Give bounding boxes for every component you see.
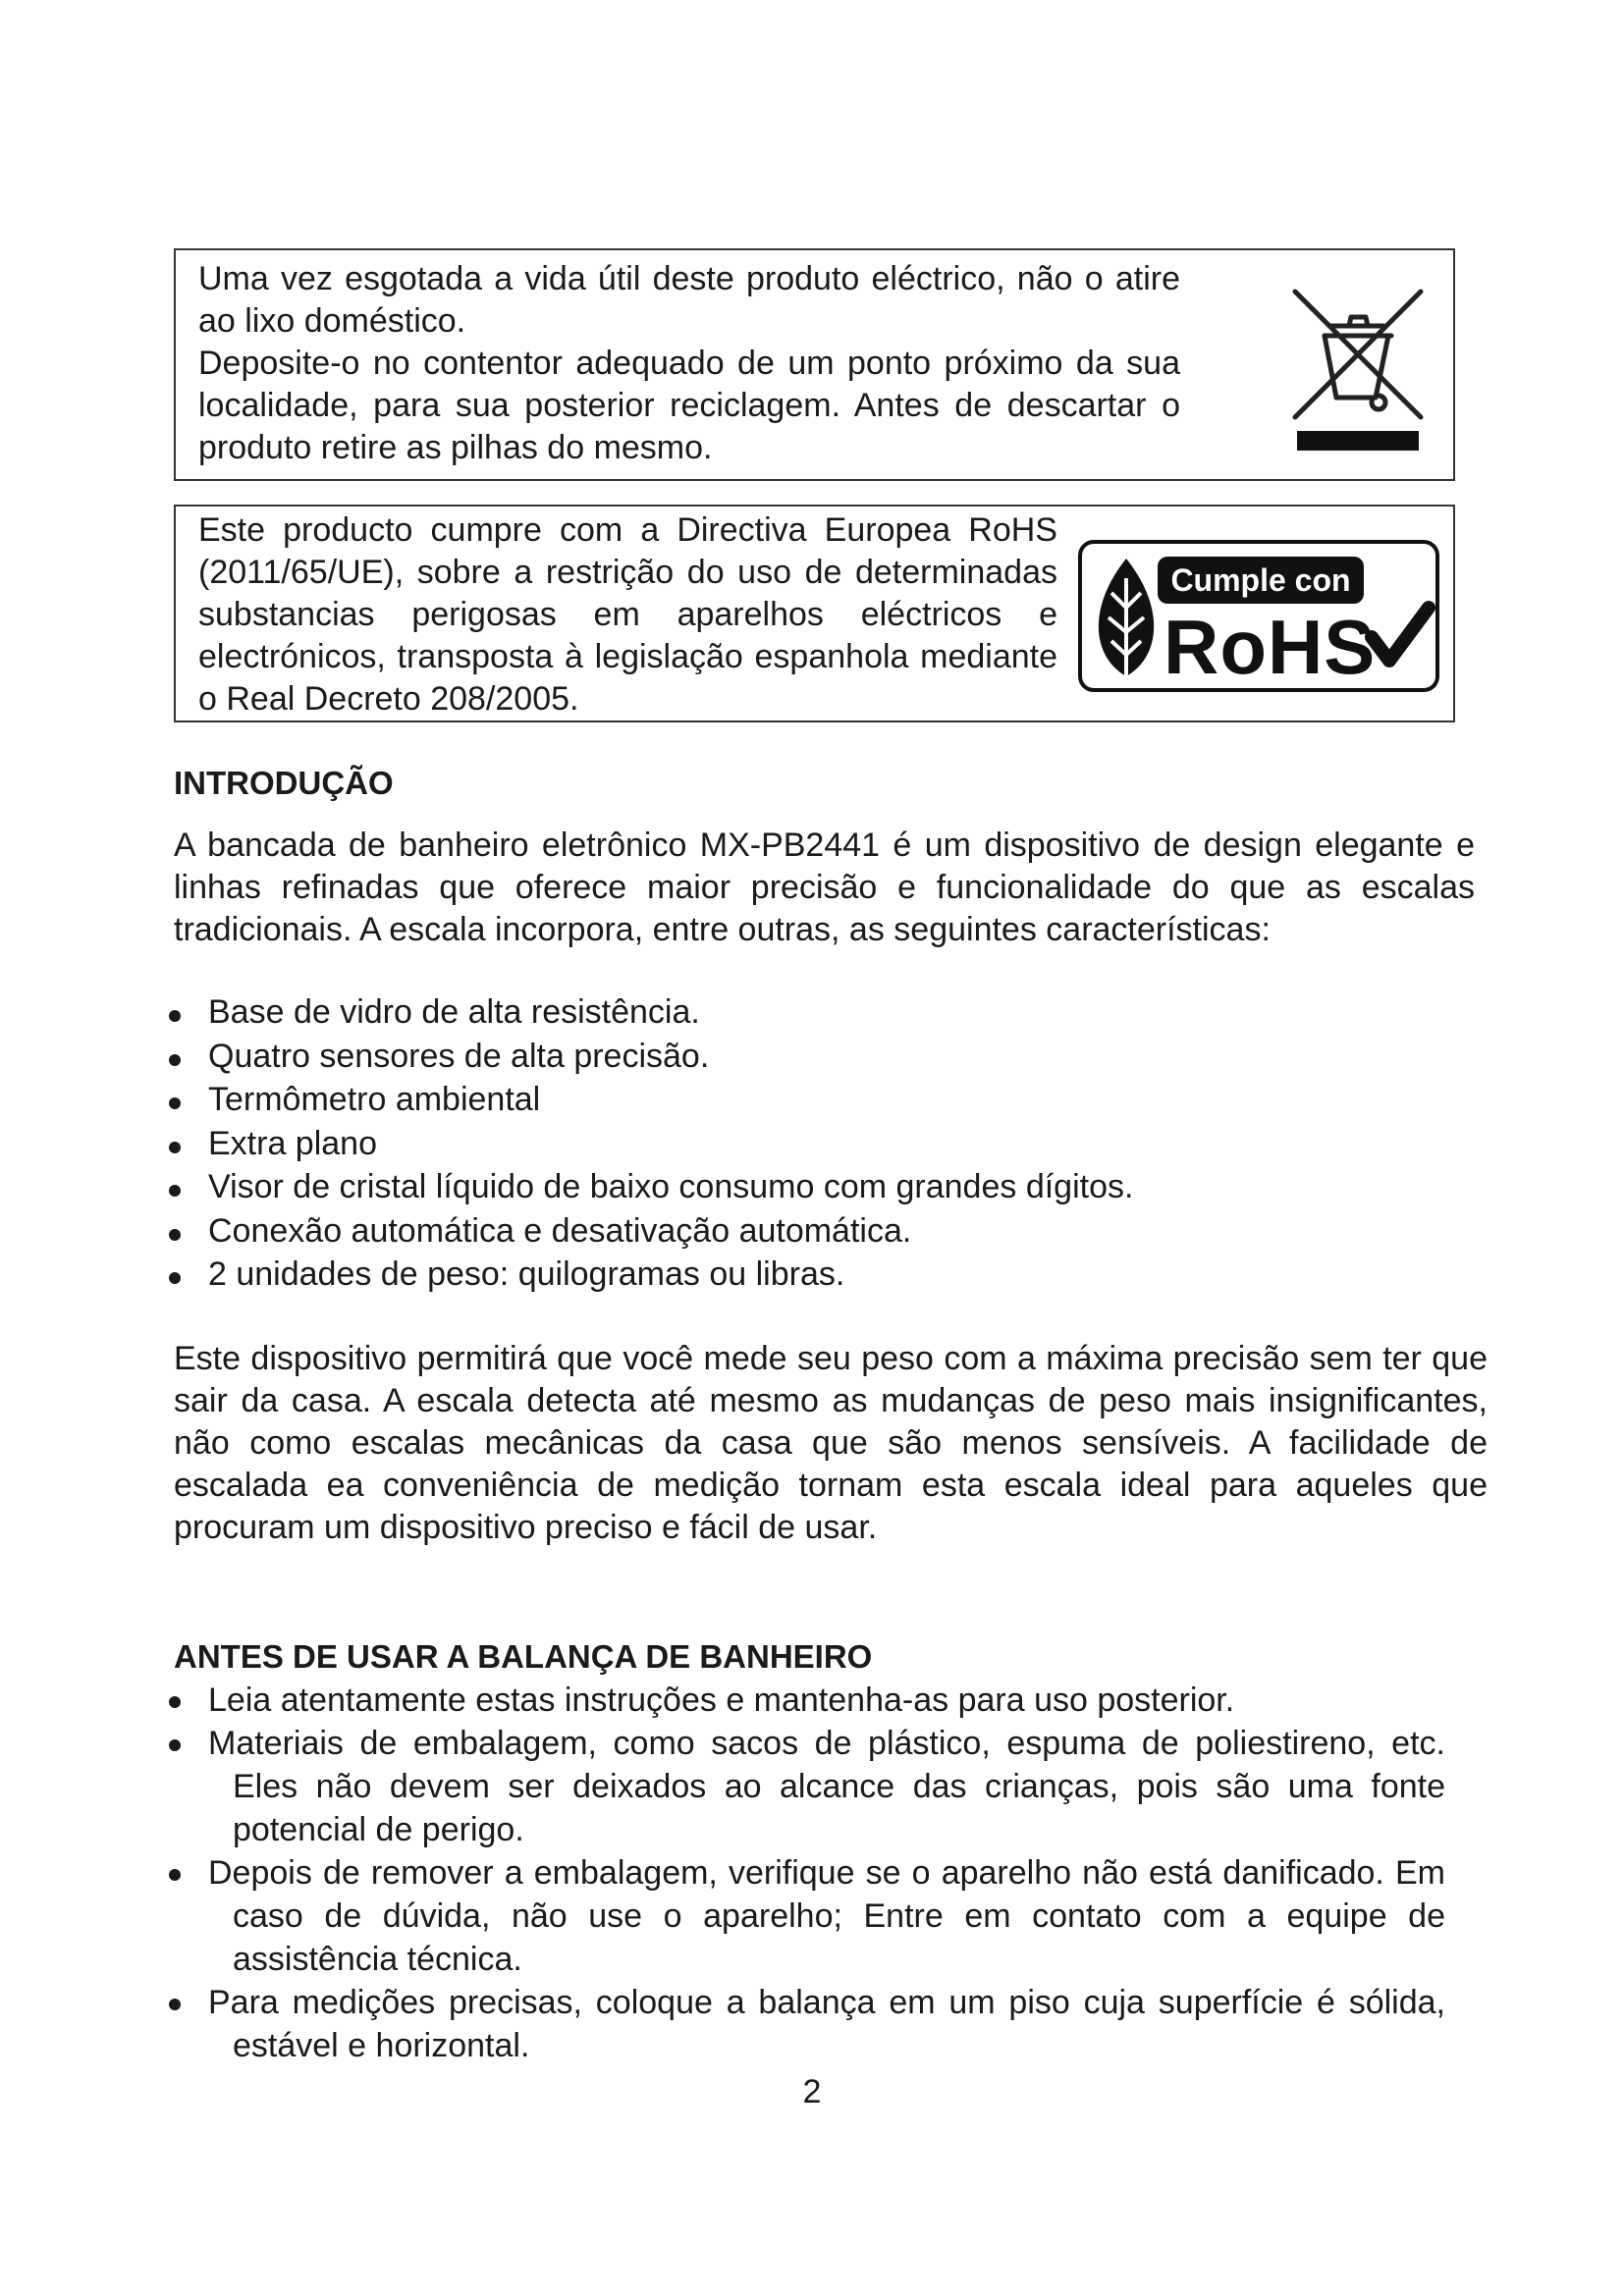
rohs-compliance-logo — [1077, 539, 1440, 693]
feature-item-2: Quatro sensores de alta precisão. — [169, 1035, 1480, 1079]
crossed-out-wheelie-bin-icon — [1275, 282, 1442, 454]
features-list — [169, 990, 1480, 1297]
antes-item-3: Depois de remover a embalagem, verifique se o aparelho não está danificado. Em caso de dúvida, não use o aparelho; Entre em contato com a equipe de assistência técnica. — [169, 1851, 1445, 1981]
antes-list — [169, 1679, 1445, 2067]
antes-heading: ANTES DE USAR A BALANÇA DE BANHEIRO — [174, 1638, 873, 1675]
introducao-section — [174, 764, 1488, 1549]
feature-item-7: 2 unidades de peso: quilogramas ou libras. — [169, 1253, 1480, 1297]
antes-item-2: Materiais de embalagem, como sacos de plástico, espuma de poliestireno, etc. Eles não devem ser deixados ao alcance das crianças, pois são uma fonte potencial de perigo. — [169, 1722, 1445, 1851]
rohs-notice-text: Este producto cumpre com a Directiva Europea RoHS (2011/65/UE), sobre a restrição do uso de determinadas substancias perigosas em aparelhos eléctricos e electrónicos, transposta à legislação espanhola mediante o Real Decreto 208/2005. — [198, 511, 1057, 718]
feature-item-1: Base de vidro de alta resistência. — [169, 990, 1480, 1035]
rohs-mark-text: RoHS — [1164, 604, 1377, 690]
antes-item-4: Para medições precisas, coloque a balança em um piso cuja superfície é sólida, estável e horizontal. — [169, 1981, 1445, 2067]
weee-paragraph-2: Deposite-o no contentor adequado de um ponto próximo da sua localidade, para sua posterior reciclagem. Antes de descartar o produto retire as pilhas do mesmo. — [198, 345, 1180, 466]
page-number: 2 — [802, 2073, 822, 2110]
antes-section — [174, 1637, 1480, 2067]
weee-paragraph-1: Uma vez esgotada a vida útil deste produto eléctrico, não o atire ao lixo doméstico. — [198, 260, 1180, 340]
feature-item-3: Termômetro ambiental — [169, 1078, 1480, 1122]
feature-item-5: Visor de cristal líquido de baixo consumo com grandes dígitos. — [169, 1165, 1480, 1209]
introducao-paragraph: A bancada de banheiro eletrônico MX-PB2441 é um dispositivo de design elegante e linhas refinadas que oferece maior precisão e funcionalidade do que as escalas tradicionais. A escala incorpora, entre outras, as seguintes características: — [174, 827, 1475, 948]
feature-item-4: Extra plano — [169, 1122, 1480, 1166]
introducao-closing: Este dispositivo permitirá que você mede seu peso com a máxima precisão sem ter que sair da casa. A escala detecta até mesmo as mudanças de peso mais insignificantes, não como escalas mecânicas da casa que são menos sensíveis. A facilidade de escalada ea conveniência de medição tornam esta escala ideal para aqueles que procuram um dispositivo preciso e fácil de usar. — [174, 1339, 1488, 1546]
antes-item-1: Leia atentamente estas instruções e mantenha-as para uso posterior. — [169, 1679, 1445, 1722]
feature-item-6: Conexão automática e desativação automática. — [169, 1209, 1480, 1254]
rohs-badge-text: Cumple con — [1170, 562, 1351, 598]
rohs-notice-box — [174, 505, 1455, 722]
weee-notice-box — [174, 248, 1455, 481]
introducao-heading: INTRODUÇÃO — [174, 765, 394, 801]
weee-notice-text — [198, 258, 1180, 469]
